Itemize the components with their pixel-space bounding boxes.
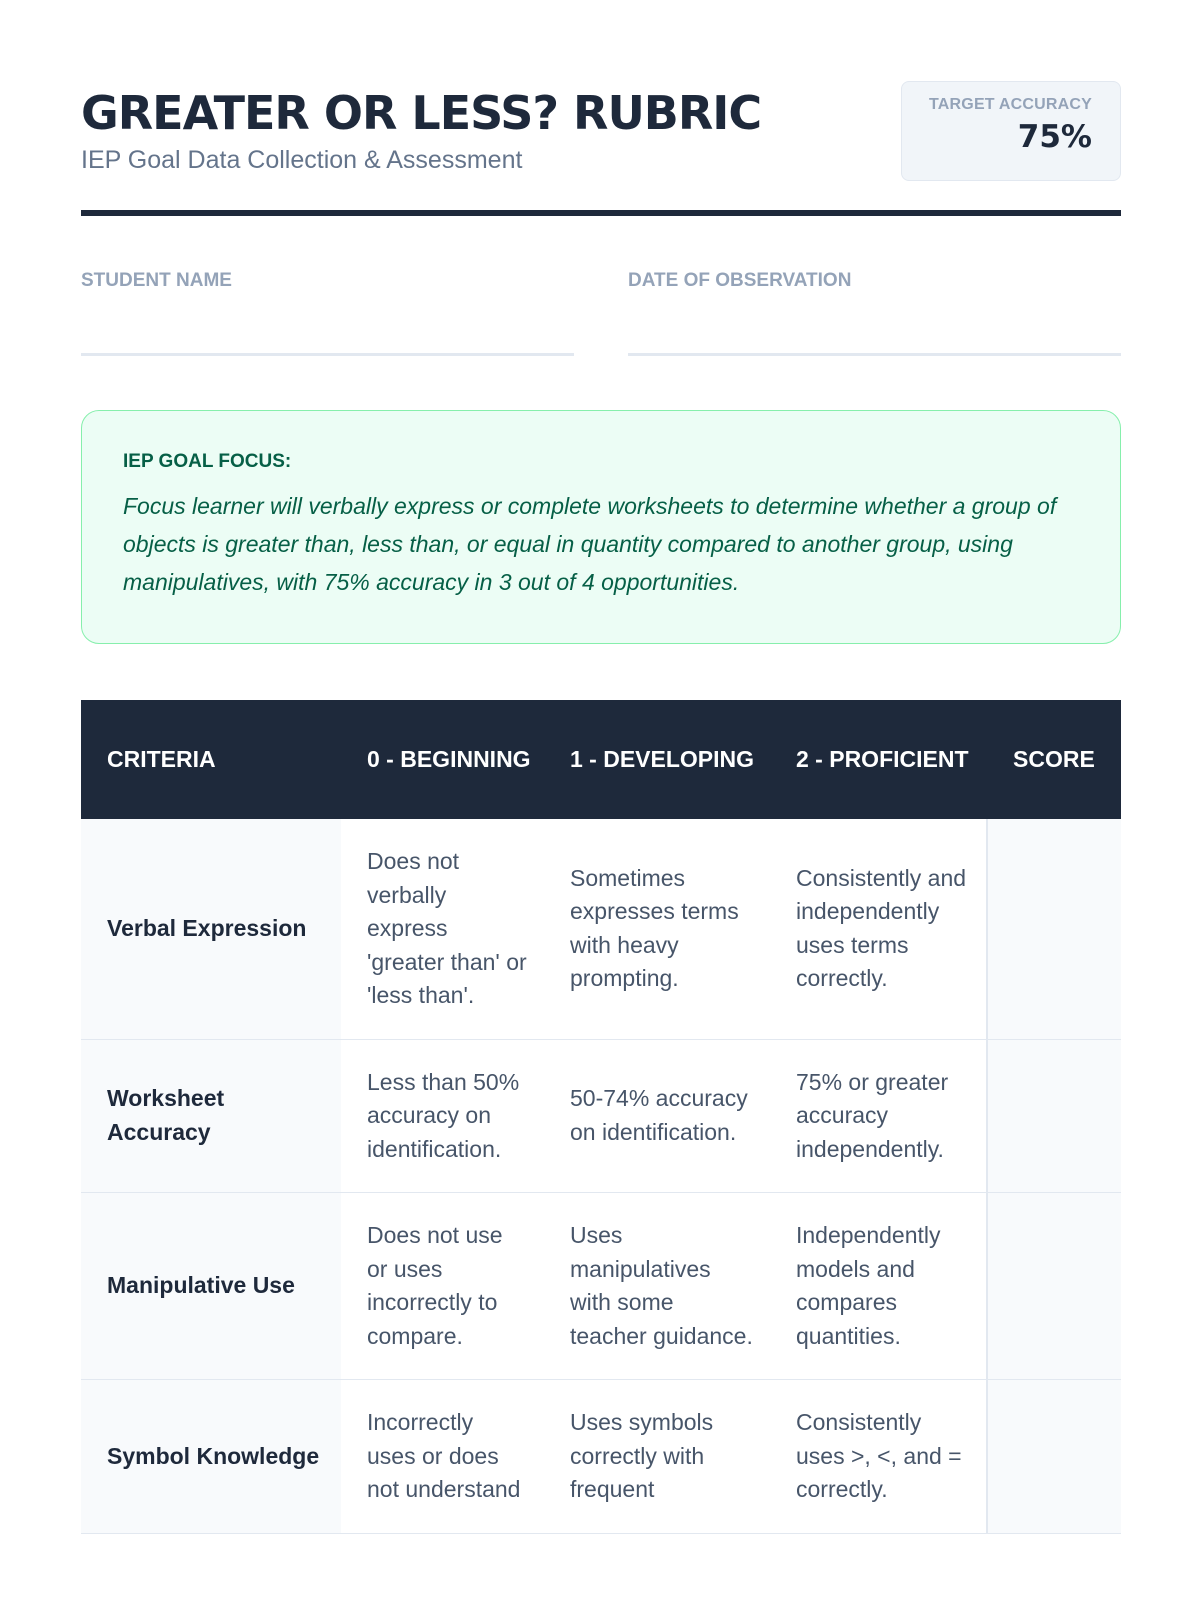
table-row (81, 1380, 1121, 1534)
beginning-cell: Does not verbally express 'greater than' or 'less than'. (341, 819, 544, 1039)
beginning-cell: Incorrectly uses or does not understand (341, 1380, 544, 1534)
table-row (81, 1039, 1121, 1193)
student-name-field[interactable] (81, 270, 574, 356)
rubric-table (81, 700, 1121, 1534)
score-cell[interactable] (987, 1193, 1121, 1380)
page-header (81, 80, 1121, 216)
criteria-cell: Manipulative Use (81, 1193, 341, 1380)
header-proficient: 2 - PROFICIENT (770, 700, 987, 819)
target-accuracy-value: 75% (1017, 119, 1092, 155)
date-of-observation-field[interactable] (628, 270, 1121, 356)
developing-cell: 50-74% accuracy on identification. (544, 1039, 770, 1193)
header-criteria: CRITERIA (81, 700, 341, 819)
proficient-cell: Consistently and independently uses terms correctly. (770, 819, 987, 1039)
header-beginning: 0 - BEGINNING (341, 700, 544, 819)
student-name-label: STUDENT NAME (81, 270, 232, 291)
criteria-cell: Symbol Knowledge (81, 1380, 341, 1534)
proficient-cell: Independently models and compares quantities. (770, 1193, 987, 1380)
target-accuracy-badge (901, 81, 1121, 181)
criteria-cell: Worksheet Accuracy (81, 1039, 341, 1193)
header-score: SCORE (987, 700, 1121, 819)
target-accuracy-label: TARGET ACCURACY (929, 96, 1092, 113)
date-of-observation-label: DATE OF OBSERVATION (628, 270, 852, 291)
beginning-cell: Less than 50% accuracy on identification. (341, 1039, 544, 1193)
iep-goal-box (81, 410, 1121, 644)
proficient-cell: 75% or greater accuracy independently. (770, 1039, 987, 1193)
developing-cell: Uses manipulatives with some teacher guidance. (544, 1193, 770, 1380)
page-title: GREATER OR LESS? RUBRIC (81, 86, 762, 140)
table-row (81, 819, 1121, 1039)
rubric-header-row (81, 700, 1121, 819)
score-cell[interactable] (987, 1380, 1121, 1534)
developing-cell: Uses symbols correctly with frequent (544, 1380, 770, 1534)
table-row (81, 1193, 1121, 1380)
iep-goal-text: Focus learner will verbally express or complete worksheets to determine whether a group of objects is greater than, less than, or equal in quantity compared to another group, using manipulatives, with 75% accuracy in 3 out of 4 opportunities. (123, 493, 1057, 595)
beginning-cell: Does not use or uses incorrectly to compare. (341, 1193, 544, 1380)
developing-cell: Sometimes expresses terms with heavy prompting. (544, 819, 770, 1039)
score-cell[interactable] (987, 1039, 1121, 1193)
iep-goal-heading: IEP GOAL FOCUS: (123, 451, 292, 472)
page-subtitle: IEP Goal Data Collection & Assessment (81, 146, 523, 174)
proficient-cell: Consistently uses >, <, and = correctly. (770, 1380, 987, 1534)
criteria-cell: Verbal Expression (81, 819, 341, 1039)
header-developing: 1 - DEVELOPING (544, 700, 770, 819)
score-cell[interactable] (987, 819, 1121, 1039)
